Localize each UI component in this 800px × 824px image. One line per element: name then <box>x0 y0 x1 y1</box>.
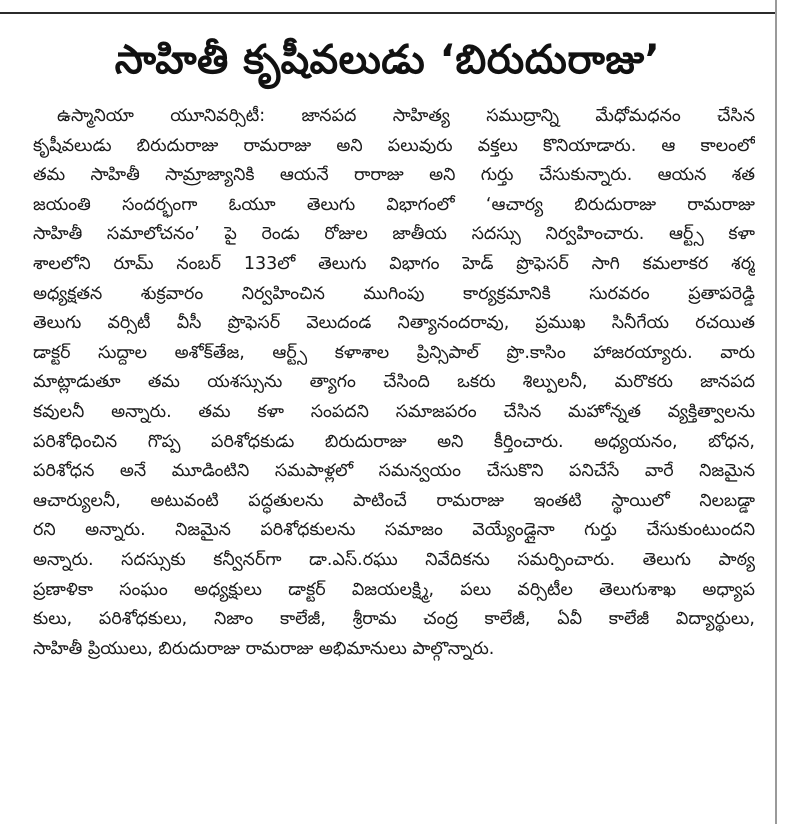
article-line: అధ్యక్షతన శుక్రవారం నిర్వహించిన ముగింపు కార్యక్రమానికి సురవరం ప్రతాపరెడ్డి <box>33 283 755 304</box>
article-line: కవులనీ అన్నారు. తమ కళా సంపదని సమాజపరం చేసిన మహోన్నత వ్యక్తిత్వాలను <box>33 401 755 422</box>
article-line: అన్నారు. సదస్సుకు కన్వీనర్‌గా డా.ఎస్.రఘు నివేదికను సమర్పించారు. తెలుగు పాఠ్య <box>33 549 755 570</box>
article-line: కృషీవలుడు బిరుదురాజు రామరాజు అని పలువురు వక్తలు కొనియాడారు. ఆ కాలంలో <box>33 135 755 156</box>
article-line: మాట్లాడుతూ తమ యశస్సును త్యాగం చేసింది ఒకరు శిల్పులనీ, మరొకరు జానపద <box>33 372 755 393</box>
article-line: పరిశోధించిన గొప్ప పరిశోధకుడు బిరుదురాజు అని కీర్తించారు. అధ్యయనం, బోధన, <box>33 431 755 452</box>
article-line: జయంతి సందర్భంగా ఓయూ తెలుగు విభాగంలో ‘ఆచార్య బిరుదురాజు రామరాజు <box>33 194 755 215</box>
article-line: ఆచార్యులనీ, అటువంటి పద్ధతులను పాటించే రామరాజు ఇంతటి స్థాయిలో నిలబడ్డా <box>33 490 755 511</box>
article-line: శాలలోని రూమ్ నంబర్ 133లో తెలుగు విభాగం హెడ్ ప్రొఫెసర్ సాగి కమలాకర శర్మ <box>33 253 755 274</box>
article-line: తెలుగు వర్సిటీ వీసీ ప్రొఫెసర్ వెలుదండ నిత్యానందరావు, ప్రముఖ సినీగేయ రచయిత <box>33 313 755 334</box>
article-line: తమ సాహితీ సామ్రాజ్యానికి ఆయనే రారాజు అని గుర్తు చేసుకున్నారు. ఆయన శత <box>33 165 755 186</box>
article-line: డాక్టర్ సుద్దాల అశోక్‌తేజ, ఆర్ట్స్ కళాశాల ప్రిన్సిపాల్ ప్రొ.కాసిం హాజరయ్యారు. వారు <box>33 342 755 363</box>
article-line: కులు, పరిశోధకులు, నిజాం కాలేజీ, శ్రీరామ చంద్ర కాలేజీ, ఏవీ కాలేజీ విద్యార్థులు, <box>33 609 755 630</box>
previous-article-cutoff <box>0 0 775 8</box>
top-divider-rule <box>0 12 775 14</box>
article-line: ఉస్మానియా యూనివర్సిటీ: జానపద సాహిత్య సముద్రాన్ని మేధోమధనం చేసిన <box>57 106 755 126</box>
article-line: రని అన్నారు. నిజమైన పరిశోధకులను సమాజం వెయ్యేండ్లైనా గుర్తు చేసుకుంటుందని <box>33 520 755 541</box>
article-line: సాహితీ సమాలోచనం’ పై రెండు రోజుల జాతీయ సదస్సు నిర్వహించారు. ఆర్ట్స్ కళా <box>33 224 755 245</box>
article-line: పరిశోధన అనే మూడింటిని సమపాళ్లలో సమన్వయం చేసుకొని పనిచేసే వారే నిజమైన <box>33 461 755 482</box>
article-body <box>33 102 755 664</box>
article-line: సాహితీ ప్రియులు, బిరుదురాజు రామరాజు అభిమానులు పాల్గొన్నారు. <box>33 638 495 659</box>
column-divider-rule <box>775 0 777 824</box>
article-line: ప్రణాళికా సంఘం అధ్యక్షులు డాక్టర్ విజయలక్ష్మి, పలు వర్సిటీల తెలుగుశాఖ అధ్యాప <box>33 579 755 600</box>
article-headline: సాహితీ కృషీవలుడు ‘బిరుదురాజు’ <box>114 37 661 83</box>
